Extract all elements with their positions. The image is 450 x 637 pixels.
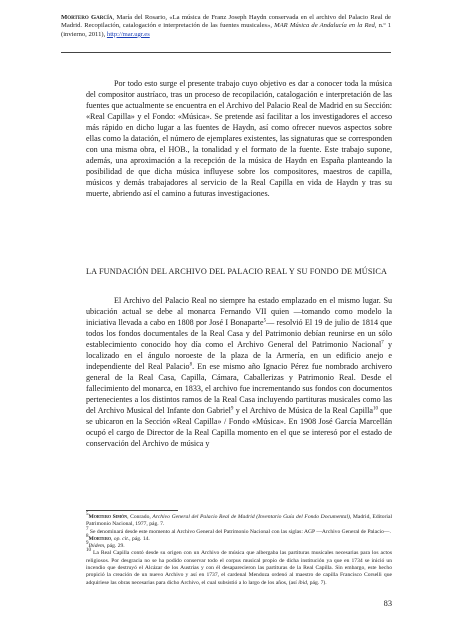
footnote-10	[86, 550, 392, 586]
header-url-link[interactable]: http://mar.ugr.es	[106, 30, 150, 38]
footnote-10-text-end: , pág. 7).	[306, 579, 327, 586]
footnote-7-text: Se denominará desde este momento al Archivo General del Patrimonio Nacional con las siglas: AGP —Archivo General de Palacio—.	[88, 528, 391, 535]
footnote-5-author: Mortero Simón	[88, 514, 128, 520]
header-journal: MAR Música de Andalucía en la Red	[274, 22, 375, 30]
main-text-5: y el Archivo de Música de la Real Capilla	[233, 406, 374, 415]
intro-paragraph: Por todo esto surge el presente trabajo cuyo objetivo es dar a conocer toda la música del compositor austríaco, tras un proceso de recopilación, catalogación e interpretación de las fuentes que actualmente se encuentra en el Archivo del Palacio Real de Madrid en su Sección: «Real Capilla» y el Fondo: «Música». Se pretende así facilitar a los investigadores el acceso más rápido en dicho lugar a las fuentes de Haydn, así como ofrecer nuevos aspectos sobre ellas como la datación, el número de ejemplares existentes, las signaturas que se corresponden con una misma obra, el HOB., la tonalidad y el formato de la fuente. Este trabajo supone, además, una aproximación a la recepción de la música de Haydn en España planteando la posibilidad de que dicha música influyese sobre los compositores, maestros de capilla, músicos y demás trabajadores al servicio de la Real Capilla en vida de Haydn y tras su muerte, abriendo así el camino a futuras investigaciones.	[86, 79, 392, 198]
running-header	[61, 14, 391, 39]
section-heading: LA FUNDACIÓN DEL ARCHIVO DEL PALACIO REAL Y SU FONDO DE MÚSICA	[86, 267, 388, 276]
footnote-10-number: 10	[86, 548, 91, 554]
main-text-4: . En ese mismo año Ignacio Pérez fue nombrado archivero general de la Real Casa, Capilla, Cámara, Caballerizas y Patrimonio Real. Desde el fallecimiento del monarca, en 1833, el archivo fue incrementando sus fondos con documentos pertenecientes a los distintos ramos de la Real Casa incluyendo partituras musicales como las del Archivo Musical del Infante don Gabriel	[86, 362, 392, 415]
footnote-5-number: 5	[86, 512, 89, 518]
footnote-8-sep: ,	[110, 535, 114, 542]
footnote-ref-9[interactable]: 9	[230, 406, 234, 412]
footnote-5-title: Archivo General del Palacio Real de Madrid (Inventario Guía del Fondo Documental)	[152, 514, 350, 520]
main-text-2: — resolvió El 19 de julio de 1814 que todos los fondos documentales de la Real Casa y del Patrimonio debían reunirse en un sólo establecimiento conocido hoy día como el Archivo General del Patrimonio Nacional	[86, 318, 392, 349]
footnote-8-text: , pág. 14.	[129, 535, 150, 542]
footnote-5	[86, 514, 392, 529]
footnote-5-text: , Conrado,	[127, 514, 153, 520]
footnote-10-text: La Real Capilla contó desde su origen con un Archivo de música que albergaba las partituras musicales necesarias para los actos religiosos. Por desgracia no se ha podido conservar todo el corpus musical propio de dicha institución ya que en 1734 se inició un incendio que destruyó el Alcázar de los Austrias y con él desaparecieron las partituras de la Real Capilla. Sin embargo, este hecho propició la creación de un nuevo Archivo y así en 1737, el cardenal Mendoza ordenó al maestro de capilla Francisco Corselli que adquiriese las obras necesarias para dicho Archivo, el cual subsistió a lo largo de los años, (así	[86, 550, 392, 586]
main-paragraph	[86, 295, 392, 449]
footnote-7-number: 7	[86, 526, 89, 532]
footnote-5-text-end: , Madrid, Editorial Patrimonio Nacional, 1977, pág. 7.	[86, 514, 392, 528]
footnote-ref-7[interactable]: 7	[381, 340, 384, 346]
footnote-10-ibid: ibid	[298, 579, 307, 586]
main-paragraph-block	[86, 295, 392, 449]
page-number: 83	[383, 599, 392, 608]
main-text-3: y localizado en el ángulo noroeste de la plaza de la Armería, en un edificio anejo e independiente del Real Palacio	[86, 340, 392, 371]
main-text-1: El Archivo del Palacio Real no siempre ha estado emplazado en el mismo lugar. Su ubicación actual se debe al monarca Fernando VII quien —tomando como modelo la iniciativa llevada a cabo en 1808 por José I Bonaparte	[86, 296, 392, 327]
footnote-8-number: 8	[86, 534, 89, 540]
footnote-8-author: Mortero	[88, 535, 111, 542]
footnote-ref-10[interactable]: 10	[373, 406, 379, 412]
footnote-ref-8[interactable]: 8	[189, 362, 193, 368]
header-author: Mortero García	[61, 14, 113, 21]
footnote-9-ibidem: Ibidem	[88, 543, 105, 550]
header-issue: , n.º 1 (invierno, 2011),	[61, 22, 391, 38]
footnote-7	[86, 526, 392, 536]
header-rule	[61, 52, 391, 53]
footnote-9-text: , pág. 29.	[104, 543, 125, 550]
footnote-8-opcit: op. cit.	[113, 535, 130, 542]
footnote-9-number: 9	[86, 541, 89, 547]
footnote-rule	[86, 510, 178, 511]
footnotes	[86, 514, 392, 587]
footnote-8	[86, 536, 392, 543]
intro-paragraph-block	[86, 78, 392, 199]
footnote-ref-5[interactable]: 5	[263, 318, 267, 324]
main-text-6: que se ubicaron en la Sección «Real Capilla» / Fondo «Música». En 1908 José García Marcellán ocupó el cargo de Director de la Real Capilla momento en el que se interesó por el estado de conservación del Archivo de música y	[86, 406, 392, 448]
header-citation-text: , María del Rosario, «La música de Franz Joseph Haydn conservada en el archivo del Palacio Real de Madrid. Recopilación, catalogación e interpretación de las fuentes musicales»,	[61, 14, 391, 30]
